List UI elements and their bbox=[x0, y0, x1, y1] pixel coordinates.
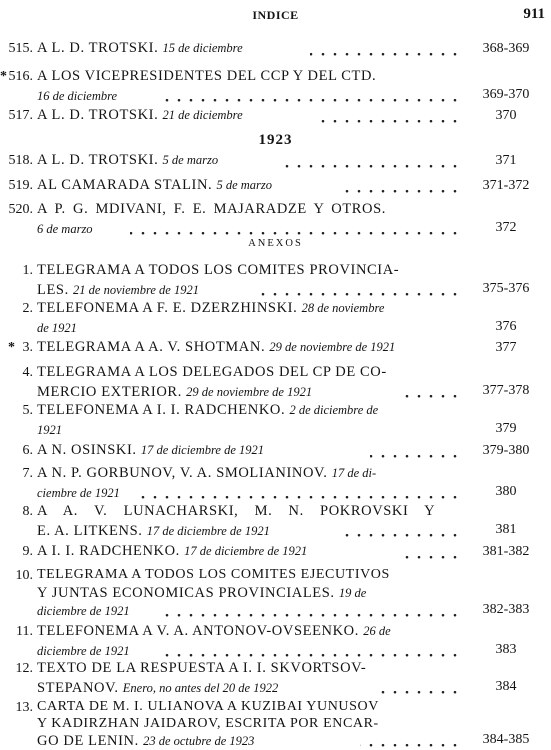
entry-page: 381 bbox=[495, 522, 517, 537]
entry-title: A N. P. GORBUNOV, V. A. SMOLIANINOV. bbox=[37, 465, 328, 481]
entry-page: 384-385 bbox=[482, 732, 530, 747]
entry-title: TELEFONEMA A F. E. DZERZHINSKI. bbox=[37, 300, 298, 316]
leader-dots bbox=[360, 734, 461, 748]
entry-title: A N. OSINSKI. bbox=[37, 442, 137, 458]
leader-dots bbox=[315, 110, 461, 124]
entry-date: 5 de marzo bbox=[216, 178, 273, 192]
annex-entry-7 bbox=[0, 465, 551, 503]
entry-number: 519. bbox=[8, 178, 33, 193]
asterisk-marker: * bbox=[0, 69, 7, 84]
entry-date: 29 de noviembre de 1921 bbox=[186, 385, 313, 399]
entry-number: 518. bbox=[8, 153, 33, 168]
toc-entry-515 bbox=[0, 40, 551, 60]
leader-dots bbox=[370, 445, 461, 459]
entry-title-cont: GO DE LENIN. bbox=[37, 733, 139, 749]
entry-date: 17 de diciembre de 1921 bbox=[184, 544, 308, 558]
entry-date: 21 de noviembre de 1921 bbox=[73, 283, 199, 297]
entry-number: 11. bbox=[16, 624, 33, 639]
entry-number: 520. bbox=[8, 202, 33, 217]
entry-title-cont: Y KADIRZHAN JAIDAROV, ESCRITA POR ENCAR- bbox=[37, 716, 379, 731]
toc-entry-517 bbox=[0, 107, 551, 127]
entry-page: 380 bbox=[495, 484, 517, 499]
annex-entry-1 bbox=[0, 262, 551, 300]
entry-title: TELEGRAMA A TODOS LOS COMITES EJECUTIVOS bbox=[37, 567, 390, 582]
entry-number: 9. bbox=[22, 544, 33, 559]
entry-date: 17 de diciembre de 1921 bbox=[140, 443, 265, 457]
leader-dots bbox=[160, 644, 461, 658]
entry-date-cont: de 1921 bbox=[37, 321, 77, 335]
entry-title: TELEFONEMA A I. I. RADCHENKO. bbox=[37, 402, 286, 418]
leader-dots bbox=[405, 546, 461, 560]
entry-date: 16 de diciembre bbox=[37, 89, 118, 103]
entry-date-cont: ciembre de 1921 bbox=[37, 486, 120, 500]
entry-date-cont: 1921 bbox=[37, 423, 62, 437]
entry-date: 23 de octubre de 1923 bbox=[143, 734, 255, 748]
annex-heading: ANEXOS bbox=[248, 238, 303, 249]
entry-number: 517. bbox=[8, 108, 33, 123]
annex-entry-2 bbox=[0, 300, 551, 338]
leader-dots bbox=[160, 89, 461, 103]
entry-title: CARTA DE M. I. ULIANOVA A KUZIBAI YUNUSOV bbox=[37, 699, 379, 714]
entry-title-cont: Y JUNTAS ECONOMICAS PROVINCIALES. bbox=[37, 585, 335, 601]
entry-date: 28 de noviembre bbox=[301, 301, 385, 315]
entry-page: 371-372 bbox=[482, 178, 530, 193]
annex-entry-9 bbox=[0, 543, 551, 563]
entry-page: 377 bbox=[495, 340, 517, 355]
entry-page: 382-383 bbox=[482, 602, 530, 617]
entry-page: 381-382 bbox=[482, 544, 530, 559]
entry-title: TELEGRAMA A LOS DELEGADOS DEL CP DE CO- bbox=[37, 364, 387, 380]
entry-number: 10. bbox=[15, 568, 33, 583]
annex-entry-11 bbox=[0, 623, 551, 661]
entry-date: 29 de noviembre de 1921 bbox=[269, 340, 396, 354]
leader-dots bbox=[140, 486, 461, 500]
leader-dots bbox=[130, 222, 461, 236]
toc-entry-518 bbox=[0, 152, 551, 172]
entry-title-cont: STEPANOV. bbox=[37, 680, 119, 696]
leader-dots bbox=[345, 180, 461, 194]
leader-dots bbox=[310, 43, 461, 57]
entry-page: 384 bbox=[495, 679, 517, 694]
entry-date: 17 de di- bbox=[331, 466, 377, 480]
entry-number: 7. bbox=[22, 466, 33, 481]
leader-dots bbox=[400, 385, 461, 399]
entry-title: A L. D. TROTSKI. bbox=[37, 107, 159, 123]
toc-entry-520 bbox=[0, 201, 551, 239]
entry-title: TELEGRAMA A A. V. SHOTMAN. bbox=[37, 339, 266, 355]
toc-entry-519 bbox=[0, 177, 551, 197]
annex-entry-3 bbox=[0, 339, 551, 359]
entry-page: 369-370 bbox=[482, 87, 530, 102]
entry-number: 516. bbox=[8, 69, 33, 84]
asterisk-marker: * bbox=[8, 340, 15, 355]
entry-number: 515. bbox=[8, 41, 33, 56]
entry-page: 379-380 bbox=[482, 443, 530, 458]
entry-page: 376 bbox=[495, 319, 517, 334]
index-title: INDICE bbox=[252, 8, 299, 22]
annex-entry-13 bbox=[0, 699, 551, 750]
entry-page: 375-376 bbox=[482, 281, 530, 296]
entry-number: 4. bbox=[22, 365, 33, 380]
leader-dots bbox=[380, 681, 461, 695]
entry-date-cont: diciembre de 1921 bbox=[37, 644, 130, 658]
entry-title: A P. G. MDIVANI, F. E. MAJARADZE Y OTROS. bbox=[37, 201, 387, 217]
entry-title: TEXTO DE LA RESPUESTA A I. I. SKVORTSOV- bbox=[37, 660, 367, 676]
leader-dots bbox=[285, 155, 461, 169]
entry-date: 17 de diciembre de 1921 bbox=[146, 524, 270, 538]
entry-title: A L. D. TROTSKI. bbox=[37, 152, 159, 168]
page-number: 911 bbox=[523, 6, 545, 22]
annex-entry-12 bbox=[0, 660, 551, 698]
entry-number: 1. bbox=[22, 263, 33, 278]
entry-page: 371 bbox=[495, 153, 517, 168]
entry-date: 19 de bbox=[338, 586, 367, 600]
entry-title: A L. D. TROTSKI. bbox=[37, 40, 159, 56]
entry-page: 370 bbox=[495, 108, 517, 123]
year-heading: 1923 bbox=[258, 132, 293, 148]
entry-date: 6 de marzo bbox=[37, 222, 93, 236]
entry-date: Enero, no antes del 20 de 1922 bbox=[122, 681, 279, 695]
entry-page: 368-369 bbox=[482, 41, 530, 56]
leader-dots bbox=[160, 604, 461, 618]
annex-entry-4 bbox=[0, 364, 551, 402]
entry-title: A I. I. RADCHENKO. bbox=[37, 543, 180, 559]
entry-number: 8. bbox=[22, 504, 33, 519]
entry-date: 5 de marzo bbox=[162, 153, 219, 167]
entry-number: 12. bbox=[15, 661, 33, 676]
entry-number: 3. bbox=[22, 340, 33, 355]
leader-dots bbox=[255, 283, 461, 297]
entry-number: 2. bbox=[22, 301, 33, 316]
entry-page: 372 bbox=[495, 220, 517, 235]
page-header bbox=[0, 6, 551, 24]
entry-page: 379 bbox=[495, 421, 517, 436]
entry-title: TELEFONEMA A V. A. ANTONOV-OVSEENKO. bbox=[37, 623, 359, 639]
annex-entry-8 bbox=[0, 503, 551, 541]
entry-title-cont: LES. bbox=[37, 282, 69, 298]
entry-title: A A. V. LUNACHARSKI, M. N. POKROVSKI Y bbox=[37, 503, 436, 519]
entry-date: 21 de diciembre bbox=[162, 108, 243, 122]
entry-page: 383 bbox=[495, 642, 517, 657]
entry-title-cont: E. A. LITKENS. bbox=[37, 523, 143, 539]
entry-date-cont: diciembre de 1921 bbox=[37, 604, 130, 618]
entry-date: 15 de diciembre bbox=[162, 41, 243, 55]
entry-title: TELEGRAMA A TODOS LOS COMITES PROVINCIA- bbox=[37, 262, 400, 278]
annex-entry-6 bbox=[0, 442, 551, 462]
entry-date: 26 de bbox=[363, 624, 391, 638]
entry-title-cont: MERCIO EXTERIOR. bbox=[37, 384, 182, 400]
entry-number: 6. bbox=[22, 443, 33, 458]
annex-entry-10 bbox=[0, 567, 551, 621]
entry-title: AL CAMARADA STALIN. bbox=[37, 177, 213, 193]
entry-number: 13. bbox=[15, 700, 33, 715]
annex-entry-5 bbox=[0, 402, 551, 440]
toc-entry-516 bbox=[0, 68, 551, 106]
entry-date: 2 de diciembre de bbox=[289, 403, 379, 417]
entry-title: A LOS VICEPRESIDENTES DEL CCP Y DEL CTD. bbox=[37, 68, 377, 84]
leader-dots bbox=[345, 524, 461, 538]
entry-page: 377-378 bbox=[482, 383, 530, 398]
entry-number: 5. bbox=[22, 403, 33, 418]
